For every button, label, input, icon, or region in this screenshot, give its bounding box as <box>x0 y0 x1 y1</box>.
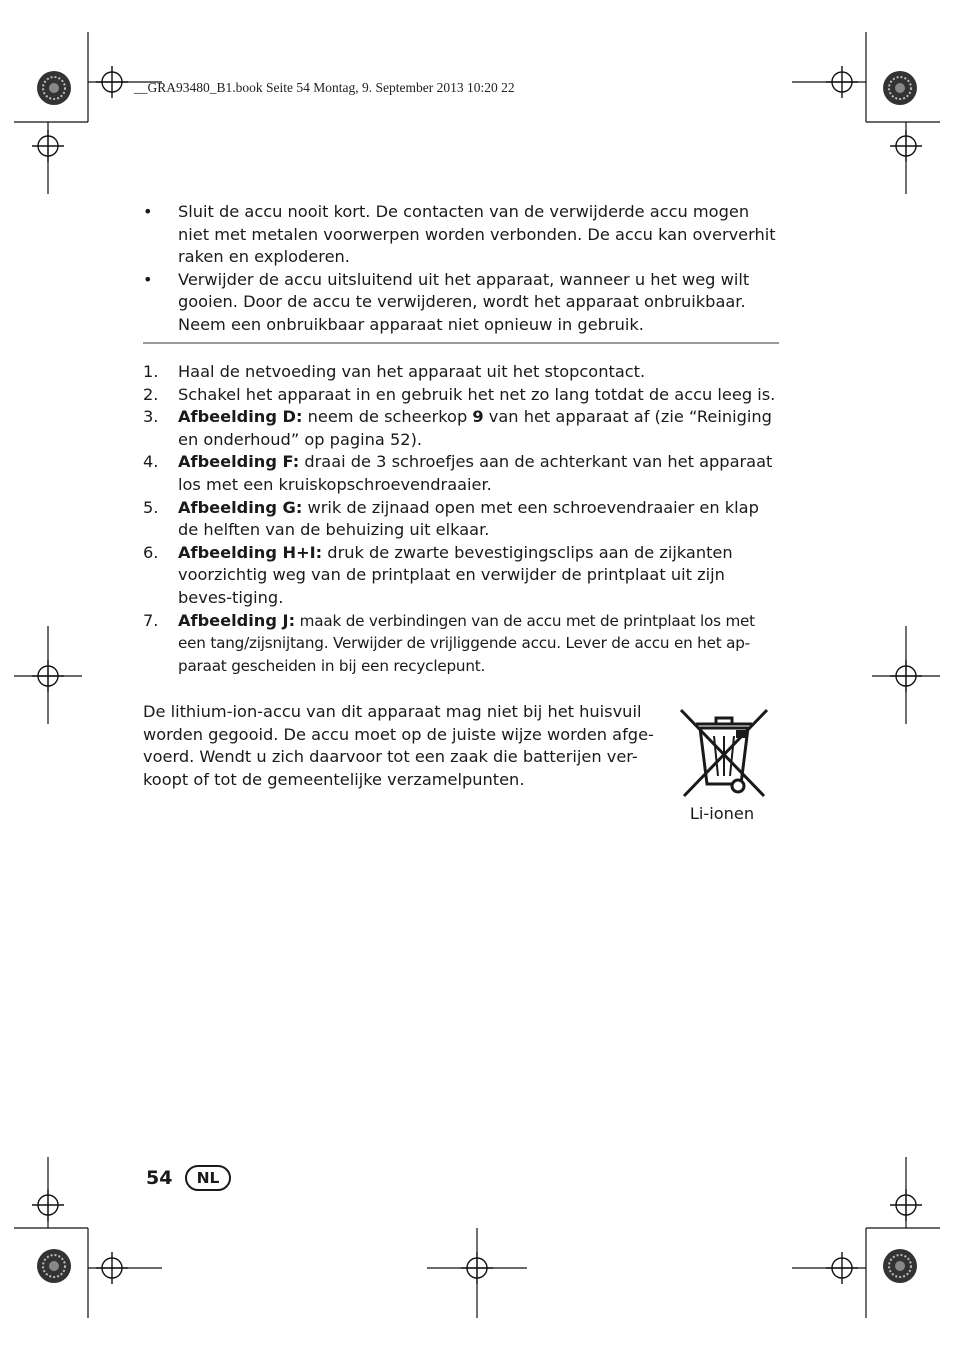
step-text: Haal de netvoeding van het apparaat uit het stopcontact. <box>178 362 646 381</box>
section-divider <box>143 342 779 344</box>
crossed-out-wheelie-bin-icon <box>678 706 770 802</box>
list-item <box>143 542 783 610</box>
step-text: draai de 3 schroefjes aan de achterkant van het apparaat los met een kruiskopschroevendraaier. <box>178 452 773 494</box>
step-text: Schakel het apparaat in en gebruik het net zo lang totdat de accu leeg is. <box>178 384 776 404</box>
figure-reference: Afbeelding G: <box>178 497 303 517</box>
bullet-marker: • <box>143 202 153 221</box>
safety-bullet-list <box>143 201 783 337</box>
step-number: 5. <box>143 497 159 517</box>
step-text: druk de zwarte bevestigingsclips aan de zijkanten voorzichtig weg van de printplaat en verwijder de printplaat uit zijn beves-tiging. <box>178 542 733 607</box>
figure-reference: Afbeelding J: <box>178 610 296 630</box>
language-badge: NL <box>185 1165 231 1191</box>
list-item <box>143 610 783 678</box>
step-number: 2. <box>143 384 159 404</box>
figure-reference: Afbeelding D: <box>178 407 303 427</box>
step-number: 4. <box>143 452 159 472</box>
bullet-text: Sluit de accu nooit kort. De contacten van de verwijderde accu mogen niet met metalen voorwerpen worden verbonden. De accu kan oververhit raken en exploderen. <box>178 202 776 267</box>
step-text: neem de scheerkop <box>302 407 473 427</box>
list-item <box>143 269 783 337</box>
step-number: 1. <box>143 362 159 381</box>
figure-reference: Afbeelding H+I: <box>178 542 323 562</box>
disposal-notice: De lithium-ion-accu van dit apparaat mag niet bij het huisvuil worden gegooid. De accu moet op de juiste wijze worden afge-voerd. Wendt u zich daarvoor tot een zaak die batterijen ver-koopt of tot de gemeentelijke verzamelpunten. <box>143 702 654 789</box>
figure-reference: Afbeelding F: <box>178 452 300 472</box>
step-text: maak de verbindingen van de accu met de printplaat los met een tang/zijsnijtang. Verwijder de vrijliggende accu. Lever de accu en het ap-paraat gescheiden in bij een recyclepunt. <box>178 611 755 675</box>
print-file-info: __GRA93480_B1.book Seite 54 Montag, 9. September 2013 10:20 22 <box>134 80 515 95</box>
list-item <box>143 201 783 269</box>
step-number: 6. <box>143 542 159 562</box>
list-item <box>143 451 783 496</box>
bullet-text: Verwijder de accu uitsluitend uit het apparaat, wanneer u het weg wilt gooien. Door de accu te verwijderen, wordt het apparaat onbruikbaar. Neem een onbruikbaar apparaat niet opnieuw in gebruik. <box>178 269 750 334</box>
list-item <box>143 361 783 384</box>
step-number: 7. <box>143 610 159 630</box>
step-number: 3. <box>143 407 159 427</box>
step-text-continued: van het apparaat af (zie “Reiniging en onderhoud” op pagina 52). <box>178 407 772 449</box>
page-number: 54 <box>146 1167 173 1189</box>
step-text: wrik de zijnaad open met een schroevendraaier en klap de helften van de behuizing uit elkaar. <box>178 497 759 540</box>
symbol-label: Li-ionen <box>689 804 755 823</box>
list-item <box>143 406 783 451</box>
removal-steps-list <box>143 361 783 677</box>
bullet-marker: • <box>143 269 153 289</box>
list-item <box>143 384 783 407</box>
list-item <box>143 497 783 542</box>
part-number: 9 <box>472 407 484 427</box>
